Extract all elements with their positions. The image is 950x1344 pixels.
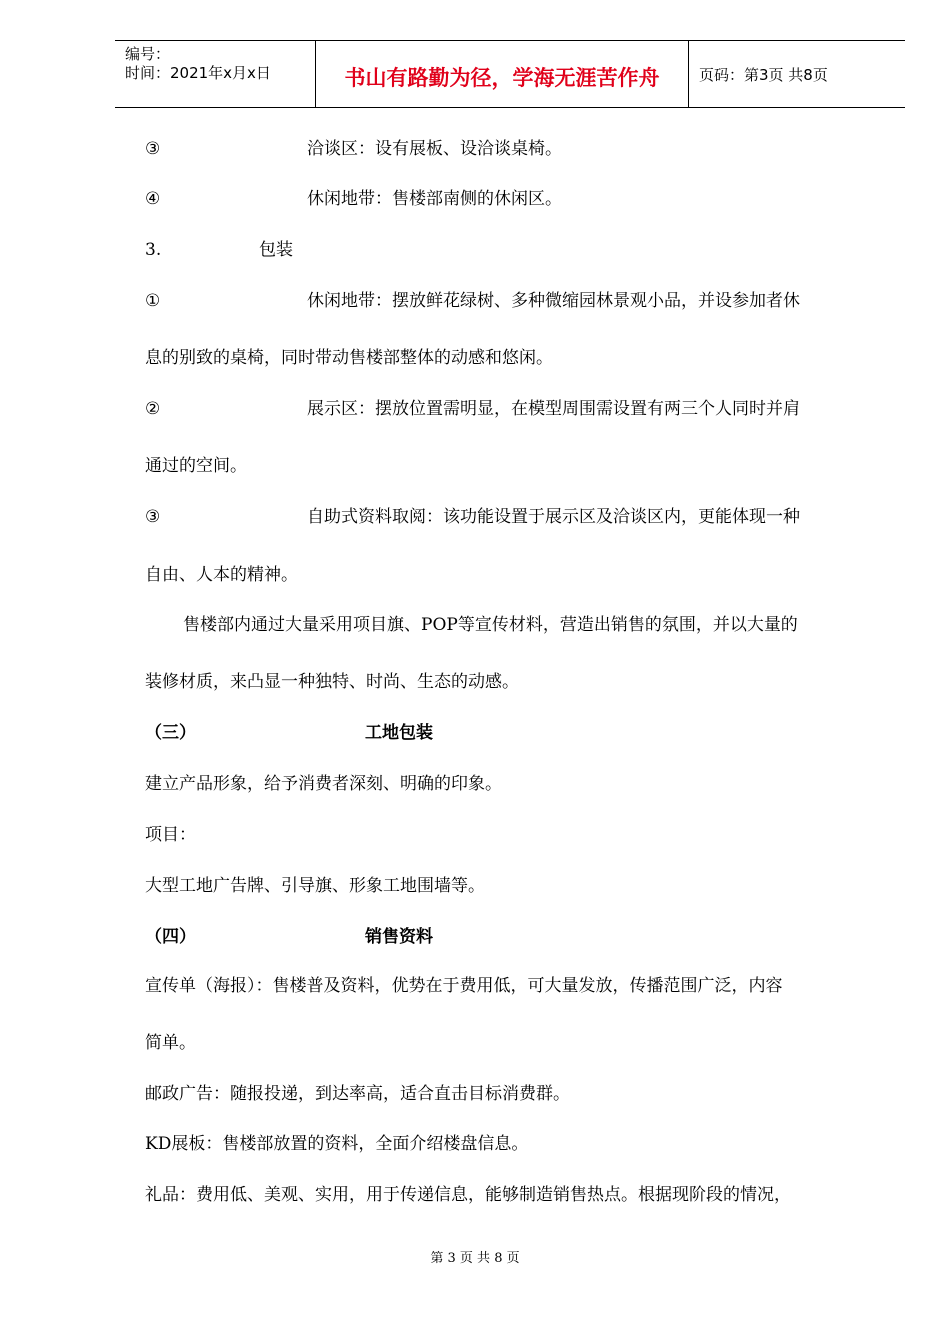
section-number: 3. [145,240,162,260]
section-heading: 包装 [259,240,293,260]
page-label: 页码：第3页 共8页 [699,66,828,84]
serial-label: 编号： [125,45,171,63]
paragraph-line: KD展板：售楼部放置的资料，全面介绍楼盘信息。 [145,1134,529,1154]
paragraph-line: 建立产品形象，给予消费者深刻、明确的印象。 [145,774,502,794]
item-number: ③ [145,139,161,159]
section-number: （三） [145,723,196,743]
item-number: ② [145,399,161,419]
paragraph-line: 通过的空间。 [145,456,247,476]
motto: 书山有路勤为径，学海无涯苦作舟 [344,66,660,90]
paragraph-line: 简单。 [145,1033,196,1053]
paragraph-line: 项目： [145,825,196,845]
document-header [115,40,905,108]
paragraph-line: 售楼部内通过大量采用项目旗、POP等宣传材料，营造出销售的氛围，并以大量的 [183,615,798,635]
page-footer: 第 3 页 共 8 页 [430,1251,520,1266]
paragraph-line: 休闲地带：摆放鲜花绿树、多种微缩园林景观小品，并设参加者休 [307,291,800,311]
paragraph-line: 宣传单（海报）：售楼普及资料，优势在于费用低，可大量发放，传播范围广泛，内容 [145,976,783,996]
header-page-cell [689,41,905,107]
section-number: （四） [145,927,196,947]
paragraph-line: 装修材质，来凸显一种独特、时尚、生态的动感。 [145,672,519,692]
paragraph-line: 休闲地带：售楼部南侧的休闲区。 [307,189,562,209]
item-number: ④ [145,189,161,209]
paragraph-line: 自由、人本的精神。 [145,565,298,585]
item-number: ① [145,291,161,311]
paragraph-line: 邮政广告：随报投递，到达率高，适合直击目标消费群。 [145,1084,570,1104]
paragraph-line: 自助式资料取阅：该功能设置于展示区及洽谈区内，更能体现一种 [307,507,800,527]
time-label: 时间：2021年x月x日 [125,64,271,82]
header-info-cell [115,41,316,107]
paragraph-line: 息的别致的桌椅，同时带动售楼部整体的动感和悠闲。 [145,348,553,368]
paragraph-line: 礼品：费用低、美观、实用，用于传递信息，能够制造销售热点。根据现阶段的情况， [145,1185,791,1205]
header-motto-cell [316,41,689,107]
paragraph-line: 大型工地广告牌、引导旗、形象工地围墙等。 [145,876,485,896]
item-number: ③ [145,507,161,527]
paragraph-line: 展示区：摆放位置需明显，在模型周围需设置有两三个人同时并肩 [307,399,800,419]
section-heading: 销售资料 [365,927,433,947]
paragraph-line: 洽谈区：设有展板、设洽谈桌椅。 [307,139,562,159]
section-heading: 工地包装 [365,723,433,743]
